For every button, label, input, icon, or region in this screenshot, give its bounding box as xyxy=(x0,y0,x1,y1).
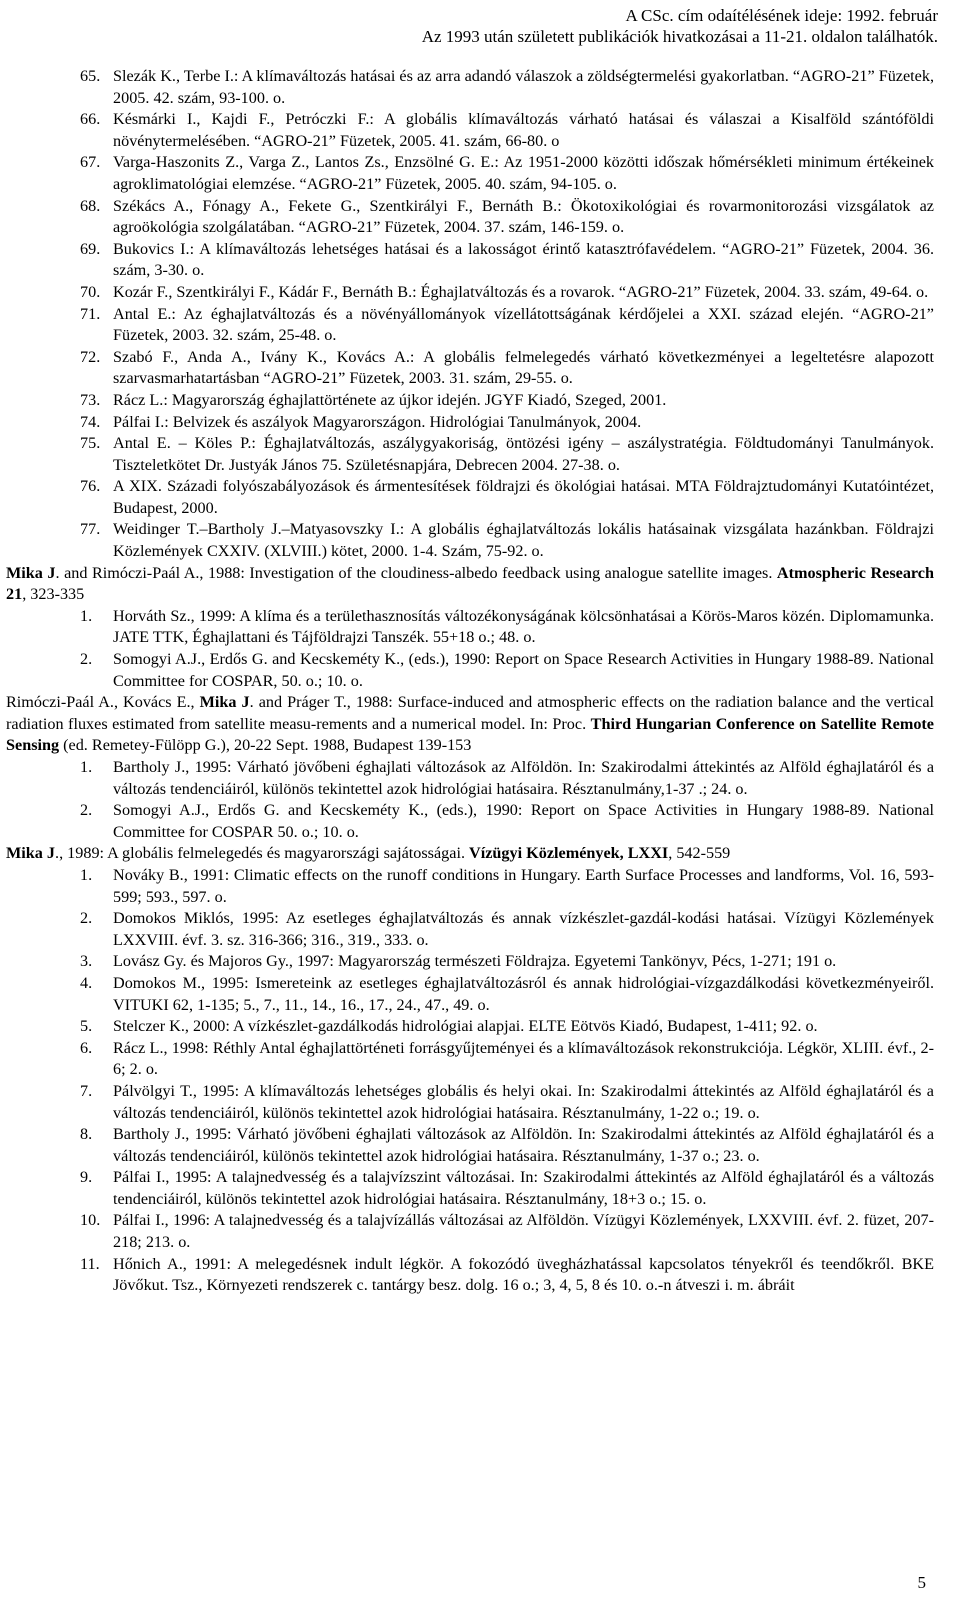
item-text: Lovász Gy. és Majoros Gy., 1997: Magyarország természeti Földrajza. Egyetemi Tankönyv, Pécs, 1-271; 191 o. xyxy=(113,952,837,971)
conference-name: Third Hungarian Conference on Satellite Remote Sensing xyxy=(6,714,934,755)
main-publication-entry xyxy=(6,692,934,757)
list-item xyxy=(80,951,934,973)
list-item xyxy=(80,757,934,800)
item-number: 3. xyxy=(80,952,93,971)
list-item xyxy=(80,1124,934,1167)
list-item xyxy=(80,519,934,562)
item-number: 6. xyxy=(80,1038,93,1057)
header-line-1: A CSc. cím odaítélésének ideje: 1992. február xyxy=(625,6,938,25)
item-text: Antal E.: Az éghajlatváltozás és a növényállományok vízellátottságának kérdőjelei a XXI. század elején. “AGRO-21” Füzetek, 2003. 32. szám, 25-48. o. xyxy=(113,304,934,345)
item-number: 2. xyxy=(80,650,93,669)
item-number: 68. xyxy=(80,196,101,215)
item-number: 1. xyxy=(80,758,93,776)
item-number: 9. xyxy=(80,1168,93,1187)
item-number: 67. xyxy=(80,153,101,172)
entry-text: . and Práger T., 1988: Surface-induced and atmospheric effects on the radiation balance and the vertical radiation fluxes estimated from satellite measu-rements and a numerical model. In: Proc. xyxy=(6,693,935,733)
item-number: 10. xyxy=(80,1211,101,1230)
list-item xyxy=(80,973,934,1016)
item-number: 8. xyxy=(80,1125,93,1144)
item-number: 75. xyxy=(80,434,101,453)
references-content xyxy=(0,66,960,1297)
citation-list xyxy=(0,865,960,1297)
item-text: Antal E. – Köles P.: Éghajlatváltozás, aszálygyakoriság, öntözési igény – aszálystratégia. Földtudományi Tanulmányok. Tiszteletkötet Dr. Justyák János 75. Születésnapjára, Debrecen 2004. 27-38. o. xyxy=(113,434,934,474)
entry-text: Rimóczi-Paál A., Kovács E., xyxy=(6,693,200,712)
item-text: Somogyi A.J., Erdős G. and Kecskeméty K., (eds.), 1990: Report on Space Research Activities in Hungary 1988-89. National Committee for COSPAR, 50. o.; 10. o. xyxy=(113,650,934,690)
item-text: Bartholy J., 1995: Várható jövőbeni éghajlati változások az Alföldön. In: Szakirodalmi áttekintés az Alföld éghajlatáról és a változás tendenciáiról, különös tekintettel azok hidrológiai hatásaira. Résztanulmány, 1-37 o.; 23. o. xyxy=(113,1125,934,1165)
item-number: 5. xyxy=(80,1017,93,1036)
item-number: 71. xyxy=(80,304,101,323)
item-number: 1. xyxy=(80,606,93,625)
item-text: Székács A., Fónagy A., Fekete G., Szentkirályi F., Bernáth B.: Ökotoxikológiai és rovarmonitorozási vizsgálatok az agroökológia szolgálatában. “AGRO-21” Füzetek, 2004. 37. szám, 146-159. o. xyxy=(113,196,934,237)
entry-text: (ed. Remetey-Fülöpp G.), 20-22 Sept. 1988, Budapest 139-153 xyxy=(59,736,472,755)
list-item xyxy=(80,865,934,908)
item-number: 74. xyxy=(80,412,101,431)
item-number: 7. xyxy=(80,1081,93,1100)
item-text: Pálfai I.: Belvizek és aszályok Magyarországon. Hidrológiai Tanulmányok, 2004. xyxy=(113,412,642,431)
list-item xyxy=(80,433,934,476)
list-item xyxy=(80,1081,934,1124)
list-item xyxy=(80,390,934,412)
list-item xyxy=(80,282,934,304)
list-item xyxy=(80,304,934,347)
item-number: 65. xyxy=(80,67,101,85)
list-item xyxy=(80,1038,934,1081)
entry-pages: , 542-559 xyxy=(668,844,731,863)
item-text: A XIX. Századi folyószabályozások és ármentesítések földrajzi és ökológiai hatásai. MTA Földrajztudományi Kutatóintézet, Budapest, 2000. xyxy=(113,477,934,517)
list-item xyxy=(80,606,934,649)
entry-text: ., 1989: A globális felmelegedés és magyarországi sajátosságai. xyxy=(55,844,470,863)
entry-pages: , 323-335 xyxy=(22,585,85,604)
list-item xyxy=(80,649,934,692)
item-number: 72. xyxy=(80,347,101,366)
item-text: Rácz L., 1998: Réthly Antal éghajlattörténeti forrásgyűjteményei és a klímaváltozások rekonstrukciója. Légkör, XLIII. évf., 2-6; 2. o. xyxy=(113,1038,934,1079)
item-text: Kozár F., Szentkirályi F., Kádár F., Bernáth B.: Éghajlatváltozás és a rovarok. “AGRO-21” Füzetek, 2004. 33. szám, 49-64. o. xyxy=(113,282,929,301)
list-item xyxy=(80,239,934,282)
item-number: 66. xyxy=(80,110,101,129)
list-item xyxy=(80,196,934,239)
item-text: Slezák K., Terbe I.: A klímaváltozás hatásai és az arra adandó válaszok a zöldségtermelési gyakorlatban. “AGRO-21” Füzetek, 2005. 42. szám, 93-100. o. xyxy=(113,67,934,107)
list-item xyxy=(80,908,934,951)
list-item xyxy=(80,412,934,434)
item-text: Bukovics I.: A klímaváltozás lehetséges hatásai és a lakosságot érintő katasztrófavédelem. “AGRO-21” Füzetek, 2004. 36. szám, 3-30. o. xyxy=(113,239,934,280)
item-text: Nováky B., 1991: Climatic effects on the runoff conditions in Hungary. Earth Surface Processes and landforms, Vol. 16, 593-599; 593., 597. o. xyxy=(113,865,934,906)
list-item xyxy=(80,1167,934,1210)
header-line-2: Az 1993 után született publikációk hivatkozásai a 11-21. oldalon találhatók. xyxy=(421,27,938,46)
item-number: 4. xyxy=(80,973,93,992)
item-number: 76. xyxy=(80,477,101,496)
main-publication-entry xyxy=(6,563,934,606)
item-text: Pálfai I., 1996: A talajnedvesség és a talajvízállás változásai az Alföldön. Vízügyi Közlemények, LXXVIII. évf. 2. füzet, 207-218; 213. o. xyxy=(113,1211,934,1252)
page-header xyxy=(422,5,938,47)
item-number: 77. xyxy=(80,520,101,539)
item-text: Bartholy J., 1995: Várható jövőbeni éghajlati változások az Alföldön. In: Szakirodalmi áttekintés az Alföld éghajlatáról és a változás tendenciáiról, különös tekintettel azok hidrológiai hatásaira. Résztanulmány,1-37 .; 24. o. xyxy=(113,758,934,798)
item-number: 1. xyxy=(80,865,93,884)
entry-text: . and Rimóczi-Paál A., 1988: Investigation of the cloudiness-albedo feedback using analogue satellite images. xyxy=(55,563,777,582)
item-text: Domokos M., 1995: Ismereteink az esetleges éghajlatváltozásról és annak hidrológiai-vízgazdálkodási következményeiről. VITUKI 62, 1-135; 5., 7., 11., 14., 16., 17., 24., 47., 49. o. xyxy=(113,973,934,1014)
item-number: 2. xyxy=(80,909,93,928)
main-publication-entry xyxy=(6,843,934,865)
item-text: Késmárki I., Kajdi F., Petróczki F.: A globális klímaváltozás várható hatásai és válaszai a Kisalföld szántóföldi növénytermelésében. “AGRO-21” Füzetek, 2005. 41. szám, 66-80. o xyxy=(113,110,934,150)
list-item xyxy=(80,1016,934,1038)
list-item xyxy=(80,152,934,195)
citation-list-top xyxy=(0,66,960,563)
item-text: Horváth Sz., 1999: A klíma és a területhasznosítás változékonyságának kölcsönhatásai a Körös-Maros közén. Diplomamunka. JATE TTK, Éghajlattani és Tájföldrajzi Tanszék. 55+18 o.; 48. o. xyxy=(113,606,934,647)
author-name: Mika J xyxy=(6,844,56,863)
author-name: Mika J xyxy=(199,693,250,712)
list-item xyxy=(80,66,934,109)
list-item xyxy=(80,1254,934,1297)
citation-list xyxy=(0,757,960,843)
item-text: Domokos Miklós, 1995: Az esetleges éghajlatváltozás és annak vízkészlet-gazdál-kodási hatásai. Vízügyi Közlemények LXXVIII. évf. 3. sz. 316-366; 316., 319., 333. o. xyxy=(113,909,934,949)
item-text: Somogyi A.J., Erdős G. and Kecskeméty K., (eds.), 1990: Report on Space Activities in Hungary 1988-89. National Committee for COSPAR 50. o.; 10. o. xyxy=(113,801,934,841)
author-name: Mika J xyxy=(6,563,56,582)
item-text: Hőnich A., 1991: A melegedésnek indult légkör. A fokozódó üvegházhatással kapcsolatos tényekről és teendőkről. BKE Jövőkut. Tsz., Környezeti rendszerek c. tantárgy besz. dolg. 16 o.; 3, 4, 5, 8 és 10. o.-n átveszi i. m. ábráit xyxy=(113,1254,934,1295)
item-number: 2. xyxy=(80,801,93,820)
journal-name: Vízügyi Közlemények, LXXI xyxy=(469,844,669,863)
item-text: Varga-Haszonits Z., Varga Z., Lantos Zs., Enzsölné G. E.: Az 1951-2000 közötti időszak hőmérsékleti minimum értékeinek agroklimatológiai elemzése. “AGRO-21” Füzetek, 2005. 40. szám, 94-105. o. xyxy=(113,153,934,193)
item-number: 73. xyxy=(80,390,101,409)
list-item xyxy=(80,476,934,519)
item-number: 69. xyxy=(80,239,101,258)
list-item xyxy=(80,800,934,843)
item-text: Pálfai I., 1995: A talajnedvesség és a talajvízszint változásai. In: Szakirodalmi áttekintés az Alföld éghajlatáról és a változás tendenciáiról, különös tekintettel azok hidrológiai hatásaira. Résztanulmány, 18+3 o.; 15. o. xyxy=(113,1168,934,1208)
item-text: Rácz L.: Magyarország éghajlattörténete az újkor idején. JGYF Kiadó, Szeged, 2001. xyxy=(113,390,667,409)
journal-name: Atmospheric Research 21 xyxy=(6,563,934,604)
item-text: Szabó F., Anda A., Ivány K., Kovács A.: A globális felmelegedés várható következményei a legeltetésre alapozott szarvasmarhatartásban “AGRO-21” Füzetek, 2003. 31. szám, 29-55. o. xyxy=(113,347,934,388)
item-text: Pálvölgyi T., 1995: A klímaváltozás lehetséges globális és helyi okai. In: Szakirodalmi áttekintés az Alföld éghajlatáról és a változás tendenciáiról, különös tekintettel azok hidrológiai hatásaira. Résztanulmány, 1-22 o.; 19. o. xyxy=(113,1081,934,1122)
list-item xyxy=(80,109,934,152)
page-number: 5 xyxy=(917,1573,926,1592)
list-item xyxy=(80,347,934,390)
list-item xyxy=(80,1210,934,1253)
item-text: Weidinger T.–Bartholy J.–Matyasovszky I.: A globális éghajlatváltozás lokális hatásainak vizsgálata hazánkban. Földrajzi Közlemények CXXIV. (XLVIII.) kötet, 2000. 1-4. Szám, 75-92. o. xyxy=(113,520,934,561)
item-number: 70. xyxy=(80,282,101,301)
item-text: Stelczer K., 2000: A vízkészlet-gazdálkodás hidrológiai alapjai. ELTE Eötvös Kiadó, Budapest, 1-411; 92. o. xyxy=(113,1017,818,1036)
citation-list xyxy=(0,606,960,692)
item-number: 11. xyxy=(80,1254,100,1273)
